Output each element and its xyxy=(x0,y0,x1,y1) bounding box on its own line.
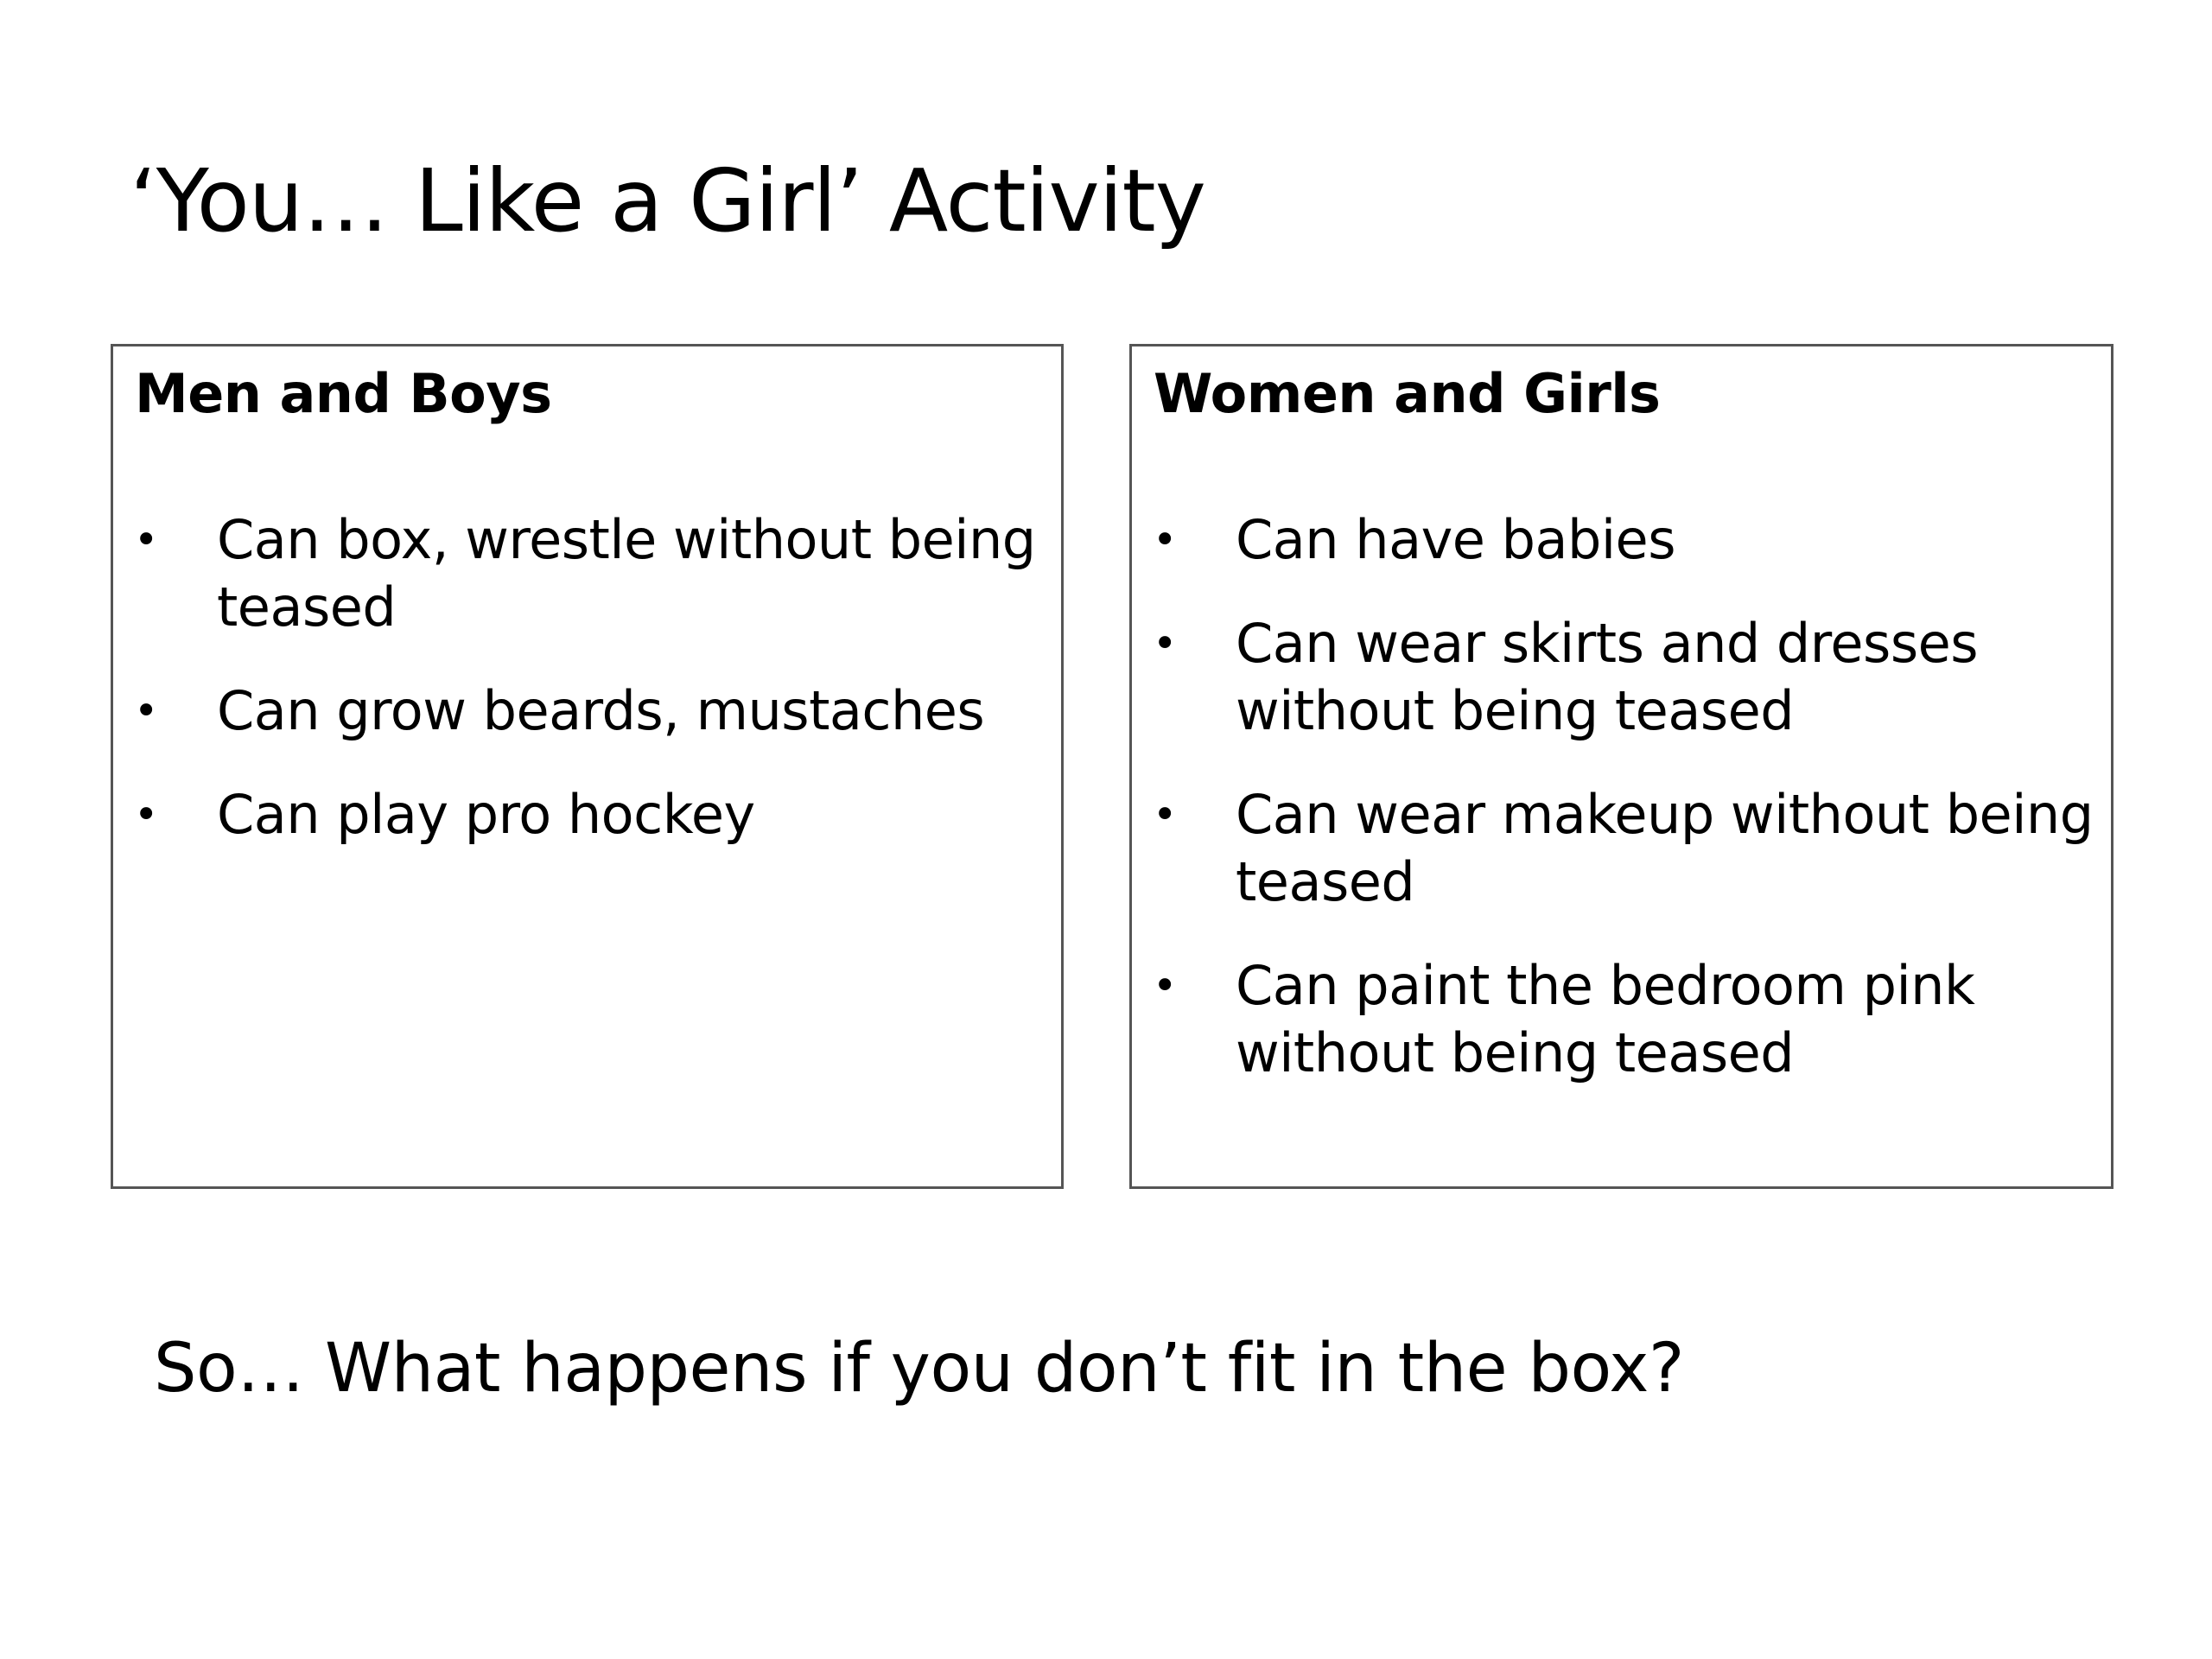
list-item-text: Can wear makeup without being teased xyxy=(1236,783,2094,913)
list-item-text: Can grow beards, mustaches xyxy=(217,679,985,742)
bullet-icon: • xyxy=(1153,791,1177,839)
slide-title: ‘You… Like a Girl’ Activity xyxy=(130,150,1205,251)
women-and-girls-list xyxy=(1132,506,2108,1123)
bullet-icon: • xyxy=(1153,516,1177,564)
men-and-boys-box xyxy=(111,344,1064,1189)
bullet-icon: • xyxy=(134,516,158,564)
list-item-text: Can paint the bedroom pink without being teased xyxy=(1236,954,1975,1084)
list-item-text: Can play pro hockey xyxy=(217,783,755,846)
list-item xyxy=(1132,952,2108,1087)
list-item xyxy=(113,506,1081,641)
women-and-girls-heading: Women and Girls xyxy=(1154,362,1661,425)
list-item xyxy=(113,677,1081,745)
bullet-icon: • xyxy=(1153,620,1177,668)
list-item xyxy=(1132,610,2108,745)
bullet-icon: • xyxy=(134,791,158,839)
list-item xyxy=(113,781,1081,849)
list-item-text: Can have babies xyxy=(1236,508,1675,571)
bullet-icon: • xyxy=(134,687,158,735)
list-item xyxy=(1132,506,2108,574)
bullet-icon: • xyxy=(1153,962,1177,1010)
list-item-text: Can box, wrestle without being teased xyxy=(217,508,1036,639)
closing-question: So… What happens if you don’t fit in the box? xyxy=(154,1330,1684,1408)
men-and-boys-list xyxy=(113,506,1081,885)
list-item xyxy=(1132,781,2108,916)
women-and-girls-box xyxy=(1129,344,2113,1189)
list-item-text: Can wear skirts and dresses without being teased xyxy=(1236,612,1979,742)
men-and-boys-heading: Men and Boys xyxy=(135,362,552,425)
